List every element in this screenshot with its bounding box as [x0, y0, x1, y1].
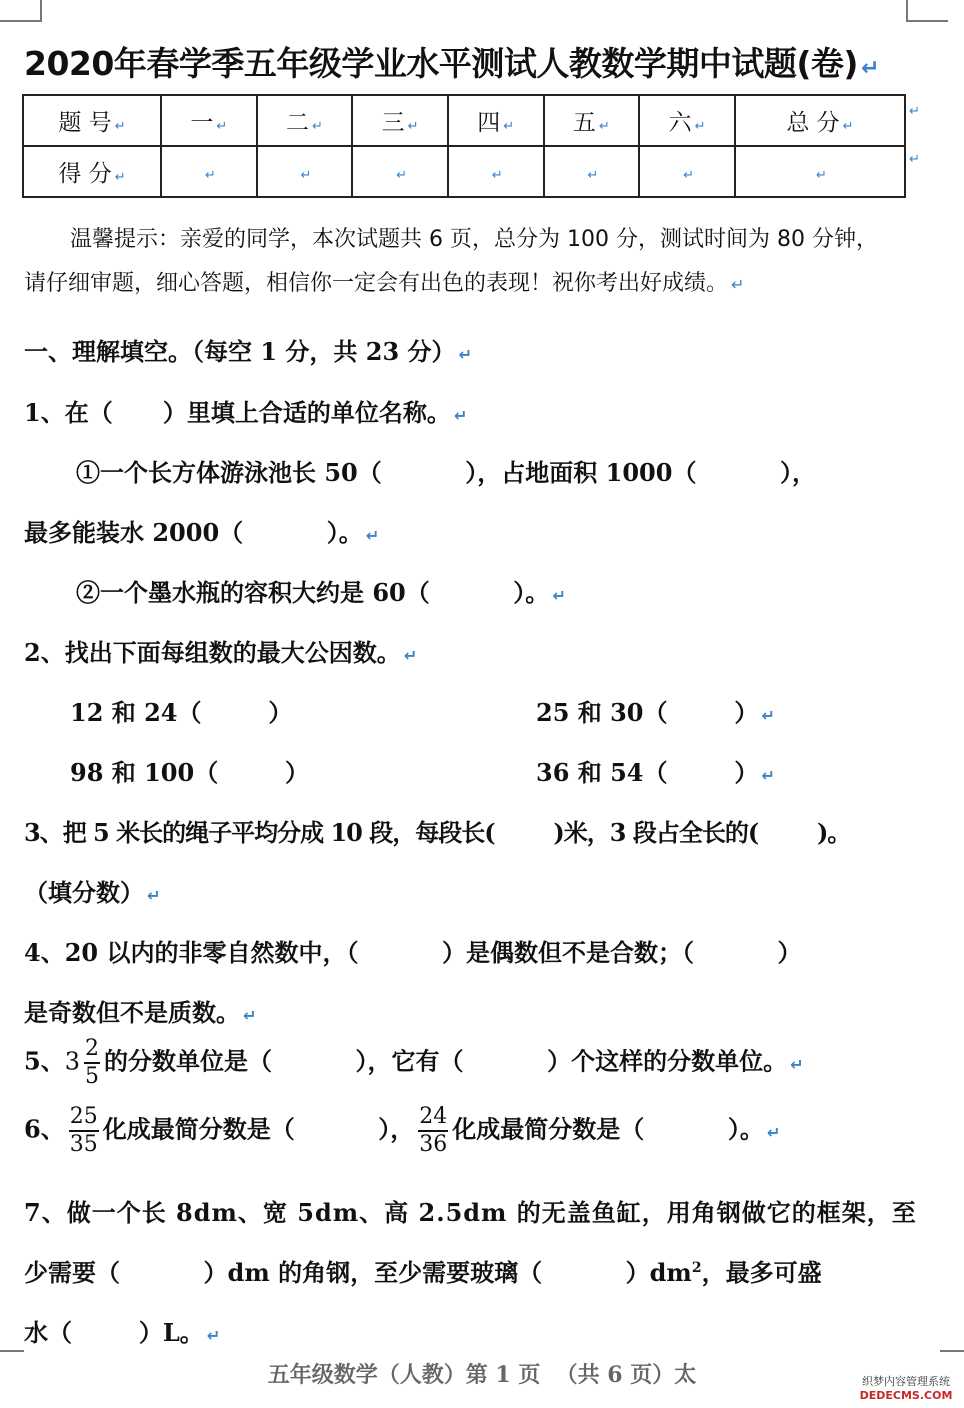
return-mark-icon: ↵ [552, 586, 566, 605]
score-cell-blank[interactable] [639, 146, 735, 197]
crop-mark-bottom-right [940, 1350, 964, 1352]
question-2: 2、找出下面每组数的最大公因数。 ↵ [24, 638, 418, 667]
question-2-item-d: 36 和 54（ ） ↵ [536, 758, 775, 787]
return-mark-icon: ↵ [503, 119, 515, 134]
return-mark-icon: ↵ [114, 170, 126, 185]
question-3-line-2: （填分数） ↵ [24, 878, 161, 907]
question-7-line-1: 7、做一个长 8dm、宽 5dm、高 2.5dm 的无盖鱼缸，用角钢做它的框架，至 [24, 1198, 917, 1227]
question-4-line-1: 4、20 以内的非零自然数中，（ ）是偶数但不是合数；（ ） [24, 938, 802, 967]
crop-mark-top-left-h [0, 20, 42, 22]
score-cell-header: 二 ↵ [257, 95, 353, 146]
return-mark-icon: ↵ [842, 119, 854, 134]
return-mark-icon: ↵ [453, 406, 468, 425]
question-1-part-1-line-2: 最多能装水 2000（ ）。 ↵ [24, 518, 380, 547]
score-cell-header: 五 ↵ [544, 95, 640, 146]
fraction-25-35: $\frac{25}{35}$ [69, 1104, 98, 1157]
question-4-line-2: 是奇数但不是质数。 ↵ [24, 998, 257, 1027]
return-mark-icon: ↵ [909, 104, 920, 119]
question-6: 6、 $\frac{25}{35}$ 化成最简分数是（ ）， $\frac{24}{36}$ 化成最简分数是（ ）。 ↵ [24, 1104, 781, 1157]
score-table-score-row [23, 146, 905, 197]
crop-mark-top-left [40, 0, 42, 20]
return-mark-icon: ↵ [683, 167, 694, 183]
score-cell-blank[interactable] [544, 146, 640, 197]
return-mark-icon: ↵ [407, 119, 419, 134]
return-mark-icon: ↵ [300, 167, 312, 183]
return-mark-icon: ↵ [243, 1006, 257, 1025]
score-cell-blank[interactable] [448, 146, 544, 197]
return-mark-icon: ↵ [216, 119, 228, 134]
page-footer: 五年级数学（人教）第 1 页 （共 6 页）太 [267, 1362, 697, 1388]
fraction-24-36: $\frac{24}{36}$ [419, 1104, 448, 1157]
question-2-item-c: 98 和 100（ ） [70, 758, 310, 787]
score-cell-label: 得 分 ↵ [23, 146, 161, 197]
question-2-item-b: 25 和 30（ ） ↵ [536, 698, 775, 727]
crop-mark-top-right [906, 0, 908, 20]
watermark-cn: 织梦内容管理系统 [862, 1375, 950, 1388]
section-1-heading: 一、理解填空。（每空 1 分，共 23 分） ↵ [24, 337, 472, 366]
return-mark-icon: ↵ [731, 275, 745, 294]
question-1: 1、在（ ）里填上合适的单位名称。 ↵ [24, 398, 468, 427]
score-cell-label: 题 号 ↵ [23, 95, 161, 146]
return-mark-icon: ↵ [365, 526, 380, 545]
question-5: 5、3 $\frac{2}{5}$ 的分数单位是（ ），它有（ ）个这样的分数单位。 ↵ [24, 1036, 804, 1089]
return-mark-icon: ↵ [587, 167, 599, 183]
question-7-line-2: 少需要（ ）dm 的角钢，至少需要玻璃（ ）$dm^2$，最多可盛 [24, 1258, 822, 1287]
crop-mark-bottom-left [0, 1350, 24, 1352]
return-mark-icon: ↵ [458, 345, 472, 364]
return-mark-icon: ↵ [766, 1122, 781, 1142]
question-1-part-2: ②一个墨水瓶的容积大约是 60（ ）。 ↵ [76, 578, 566, 607]
score-cell-header: 一 ↵ [161, 95, 257, 146]
return-mark-icon: ↵ [909, 152, 920, 167]
return-mark-icon: ↵ [396, 167, 408, 183]
question-2-item-a: 12 和 24（ ） [70, 698, 293, 727]
return-mark-icon: ↵ [147, 886, 161, 905]
question-1-part-1-line-1: ①一个长方体游泳池长 50（ ），占地面积 1000（ ）， [76, 458, 817, 487]
return-mark-icon: ↵ [491, 167, 503, 183]
return-mark-icon: ↵ [598, 119, 610, 134]
return-mark-icon: ↵ [861, 56, 879, 81]
score-cell-blank[interactable] [161, 146, 257, 197]
return-mark-icon: ↵ [114, 119, 126, 134]
return-mark-icon: ↵ [694, 119, 706, 134]
score-cell-blank[interactable] [735, 146, 905, 197]
watermark-en: DEDECMS.COM [859, 1389, 953, 1402]
return-mark-icon: ↵ [815, 167, 827, 183]
return-mark-icon: ↵ [204, 167, 216, 183]
return-mark-icon: ↵ [312, 119, 323, 134]
page-title [24, 38, 944, 85]
score-table [22, 94, 906, 198]
watermark [854, 1373, 958, 1402]
score-cell-header: 四 ↵ [448, 95, 544, 146]
mixed-number-fraction: $\frac{2}{5}$ [84, 1036, 99, 1089]
score-cell-blank[interactable] [352, 146, 448, 197]
tip-line-1: 温馨提示：亲爱的同学，本次试题共 6 页，总分为 100 分，测试时间为 80 分钟， [70, 227, 878, 252]
return-mark-icon: ↵ [761, 766, 775, 785]
crop-mark-top-right-h [906, 20, 948, 22]
question-3-line-1: 3、把 5 米长的绳子平均分成 10 段，每段长( )米，3 段占全长的( )。 [24, 818, 851, 847]
score-cell-header: 总 分 ↵ [735, 95, 905, 146]
return-mark-icon: ↵ [761, 706, 775, 725]
score-cell-header: 六 ↵ [639, 95, 735, 146]
tip-line-2: 请仔细审题，细心答题，相信你一定会有出色的表现！祝你考出好成绩。 ↵ [24, 271, 745, 296]
page-title-text: 2020年春学季五年级学业水平测试人教数学期中试题(卷) [24, 44, 859, 83]
score-cell-blank[interactable] [257, 146, 353, 197]
score-cell-header: 三 ↵ [352, 95, 448, 146]
return-mark-icon: ↵ [403, 646, 418, 665]
return-mark-icon: ↵ [206, 1326, 221, 1345]
score-table-header-row [23, 95, 905, 146]
return-mark-icon: ↵ [790, 1054, 804, 1074]
question-7-line-3: 水（ ）L。 ↵ [24, 1318, 221, 1347]
